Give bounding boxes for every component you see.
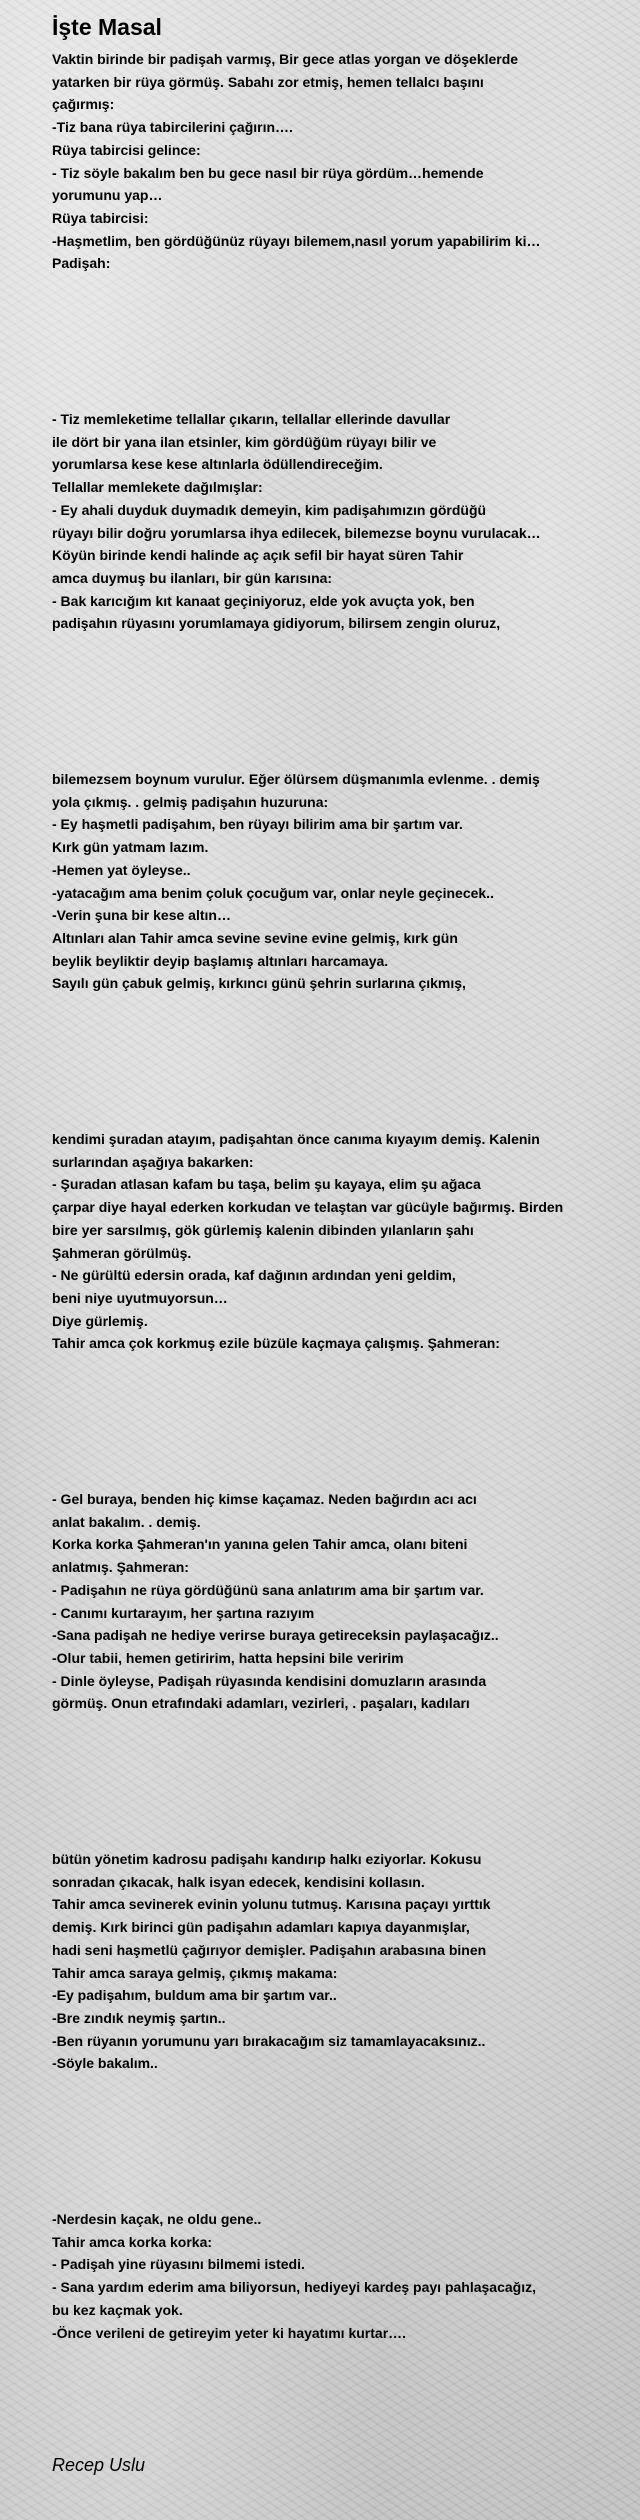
text-line: bilemezsem boynum vurulur. Eğer ölürsem düşmanımla evlenme. . demiş bbox=[52, 771, 540, 787]
text-line: Tahir amca çok korkmuş ezile büzüle kaçmaya çalışmış. Şahmeran: bbox=[52, 1335, 500, 1352]
text-section-7 bbox=[52, 2208, 638, 2344]
text-line: - Padişah yine rüyasını bilmemi istedi. bbox=[52, 2256, 305, 2273]
text-line: Vaktin birinde bir padişah varmış, Bir gece atlas yorgan ve döşeklerde bbox=[52, 51, 519, 67]
text-line: yorumunu yap… bbox=[52, 187, 163, 204]
text-line: yatarken bir rüya görmüş. Sabahı zor etmiş, hemen tellalcı başını bbox=[52, 73, 484, 90]
text-section-3 bbox=[52, 768, 638, 995]
text-line: surlarından aşağıya bakarken: bbox=[52, 1153, 254, 1170]
text-section-6 bbox=[52, 1848, 638, 2075]
text-line: -Haşmetlim, ben gördüğünüz rüyayı bilemem,nasıl yorum yapabilirim ki… bbox=[52, 232, 541, 249]
text-line: -Önce verileni de getireyim yeter ki hayatımı kurtar…. bbox=[52, 2324, 407, 2341]
text-line: rüyayı bilir doğru yorumlarsa ihya edilecek, bilemezse boynu vurulacak… bbox=[52, 524, 541, 541]
text-line: -Ben rüyanın yorumunu yarı bırakacağım siz tamamlayacaksınız.. bbox=[52, 2032, 486, 2049]
text-line: kendimi şuradan atayım, padişahtan önce canıma kıyayım demiş. Kalenin bbox=[52, 1131, 540, 1147]
text-line: ile dört bir yana ilan etsinler, kim gördüğüm rüyayı bilir ve bbox=[52, 433, 437, 450]
text-line: Şahmeran görülmüş. bbox=[52, 1244, 192, 1261]
text-line: Korka korka Şahmeran'ın yanına gelen Tahir amca, olanı biteni bbox=[52, 1536, 468, 1553]
text-line: çağırmış: bbox=[52, 96, 115, 113]
text-line: hadi seni haşmetlü çağırıyor demişler. Padişahın arabasına binen bbox=[52, 1941, 487, 1958]
text-line: -Verin şuna bir kese altın… bbox=[52, 907, 231, 924]
text-line: - Tiz söyle bakalım ben bu gece nasıl bir rüya gördüm…hemende bbox=[52, 164, 484, 181]
text-line: Tellallar memlekete dağılmışlar: bbox=[52, 479, 263, 496]
text-line: Altınları alan Tahir amca sevine sevine evine gelmiş, kırk gün bbox=[52, 929, 458, 946]
text-line: Padişah: bbox=[52, 255, 111, 272]
text-line: -Tiz bana rüya tabircilerini çağırın…. bbox=[52, 119, 293, 136]
text-line: - Bak karıcığım kıt kanaat geçiniyoruz, elde yok avuçta yok, ben bbox=[52, 592, 475, 609]
text-line: -Söyle bakalım.. bbox=[52, 2055, 158, 2072]
text-line: Tahir amca saraya gelmiş, çıkmış makama: bbox=[52, 1964, 338, 1981]
text-line: Kırk gün yatmam lazım. bbox=[52, 839, 209, 856]
text-line: anlat bakalım. . demiş. bbox=[52, 1513, 201, 1530]
poem-title: İşte Masal bbox=[52, 14, 162, 40]
text-line: amca duymuş bu ilanları, bir gün karısına: bbox=[52, 569, 333, 586]
text-line: Rüya tabircisi: bbox=[52, 209, 149, 226]
text-line: -Olur tabii, hemen getiririm, hatta hepsini bile veririm bbox=[52, 1649, 404, 1666]
text-section-4 bbox=[52, 1128, 638, 1355]
text-line: bu kez kaçmak yok. bbox=[52, 2301, 183, 2318]
text-line: bire yer sarsılmış, gök gürlemiş kalenin dibinden yılanların şahı bbox=[52, 1221, 474, 1238]
text-line: çarpar diye hayal ederken korkudan ve telaştan var gücüyle bağırmış. Birden bbox=[52, 1199, 564, 1216]
text-line: anlatmış. Şahmeran: bbox=[52, 1559, 189, 1576]
text-line: Köyün birinde kendi halinde aç açık sefil bir hayat süren Tahir bbox=[52, 547, 464, 564]
text-line: - Dinle öyleyse, Padişah rüyasında kendisini domuzların arasında bbox=[52, 1672, 487, 1689]
text-line: Rüya tabircisi gelince: bbox=[52, 141, 201, 158]
text-line: - Ne gürültü edersin orada, kaf dağının ardından yeni geldim, bbox=[52, 1267, 456, 1284]
text-line: sonradan çıkacak, halk isyan edecek, kendisini kollasın. bbox=[52, 1873, 425, 1890]
text-line: Diye gürlemiş. bbox=[52, 1312, 148, 1329]
text-line: -Bre zındık neymiş şartın.. bbox=[52, 2009, 226, 2026]
text-line: -Sana padişah ne hediye verirse buraya getireceksin paylaşacağız.. bbox=[52, 1627, 499, 1644]
text-line: demiş. Kırk birinci gün padişahın adamları kapıya dayanmışlar, bbox=[52, 1919, 470, 1936]
text-line: -Hemen yat öyleyse.. bbox=[52, 861, 191, 878]
text-line: - Gel buraya, benden hiç kimse kaçamaz. Neden bağırdın acı acı bbox=[52, 1491, 477, 1507]
text-line: beylik beyliktir deyip başlamış altınları harcamaya. bbox=[52, 952, 389, 969]
text-line: Sayılı gün çabuk gelmiş, kırkıncı günü şehrin surlarına çıkmış, bbox=[52, 975, 466, 992]
text-line: -yatacağım ama benim çoluk çocuğum var, onlar neyle geçinecek.. bbox=[52, 884, 494, 901]
text-section-1 bbox=[52, 48, 638, 275]
text-line: - Tiz memleketime tellallar çıkarın, tellallar ellerinde davullar bbox=[52, 411, 451, 427]
text-line: Tahir amca korka korka: bbox=[52, 2233, 213, 2250]
text-line: yorumlarsa kese kese altınlarla ödüllendireceğim. bbox=[52, 456, 383, 473]
text-line: - Padişahın ne rüya gördüğünü sana anlatırım ama bir şartım var. bbox=[52, 1581, 484, 1598]
text-line: -Ey padişahım, buldum ama bir şartım var.. bbox=[52, 1987, 337, 2004]
text-line: -Nerdesin kaçak, ne oldu gene.. bbox=[52, 2211, 262, 2227]
text-line: - Ey haşmetli padişahım, ben rüyayı bilirim ama bir şartım var. bbox=[52, 816, 463, 833]
text-line: - Canımı kurtarayım, her şartına razıyım bbox=[52, 1604, 315, 1621]
text-line: - Ey ahali duyduk duymadık demeyin, kim padişahımızın gördüğü bbox=[52, 501, 487, 518]
text-line: Tahir amca sevinerek evinin yolunu tutmuş. Karısına paçayı yırttık bbox=[52, 1896, 491, 1913]
text-section-2 bbox=[52, 408, 638, 635]
text-line: padişahın rüyasını yorumlamaya gidiyorum, bilirsem zengin oluruz, bbox=[52, 615, 501, 632]
text-line: beni niye uyutmuyorsun… bbox=[52, 1289, 228, 1306]
text-line: - Şuradan atlasan kafam bu taşa, belim şu kayaya, elim şu ağaca bbox=[52, 1176, 481, 1193]
text-section-5 bbox=[52, 1488, 638, 1715]
text-line: görmüş. Onun etrafındaki adamları, vezirleri, . paşaları, kadıları bbox=[52, 1695, 470, 1712]
text-line: yola çıkmış. . gelmiş padişahın huzuruna: bbox=[52, 793, 329, 810]
author-signature: Recep Uslu bbox=[52, 2455, 146, 2475]
text-line: bütün yönetim kadrosu padişahı kandırıp halkı eziyorlar. Kokusu bbox=[52, 1851, 482, 1867]
text-line: - Sana yardım ederim ama biliyorsun, hediyeyi kardeş payı pahlaşacağız, bbox=[52, 2279, 536, 2296]
